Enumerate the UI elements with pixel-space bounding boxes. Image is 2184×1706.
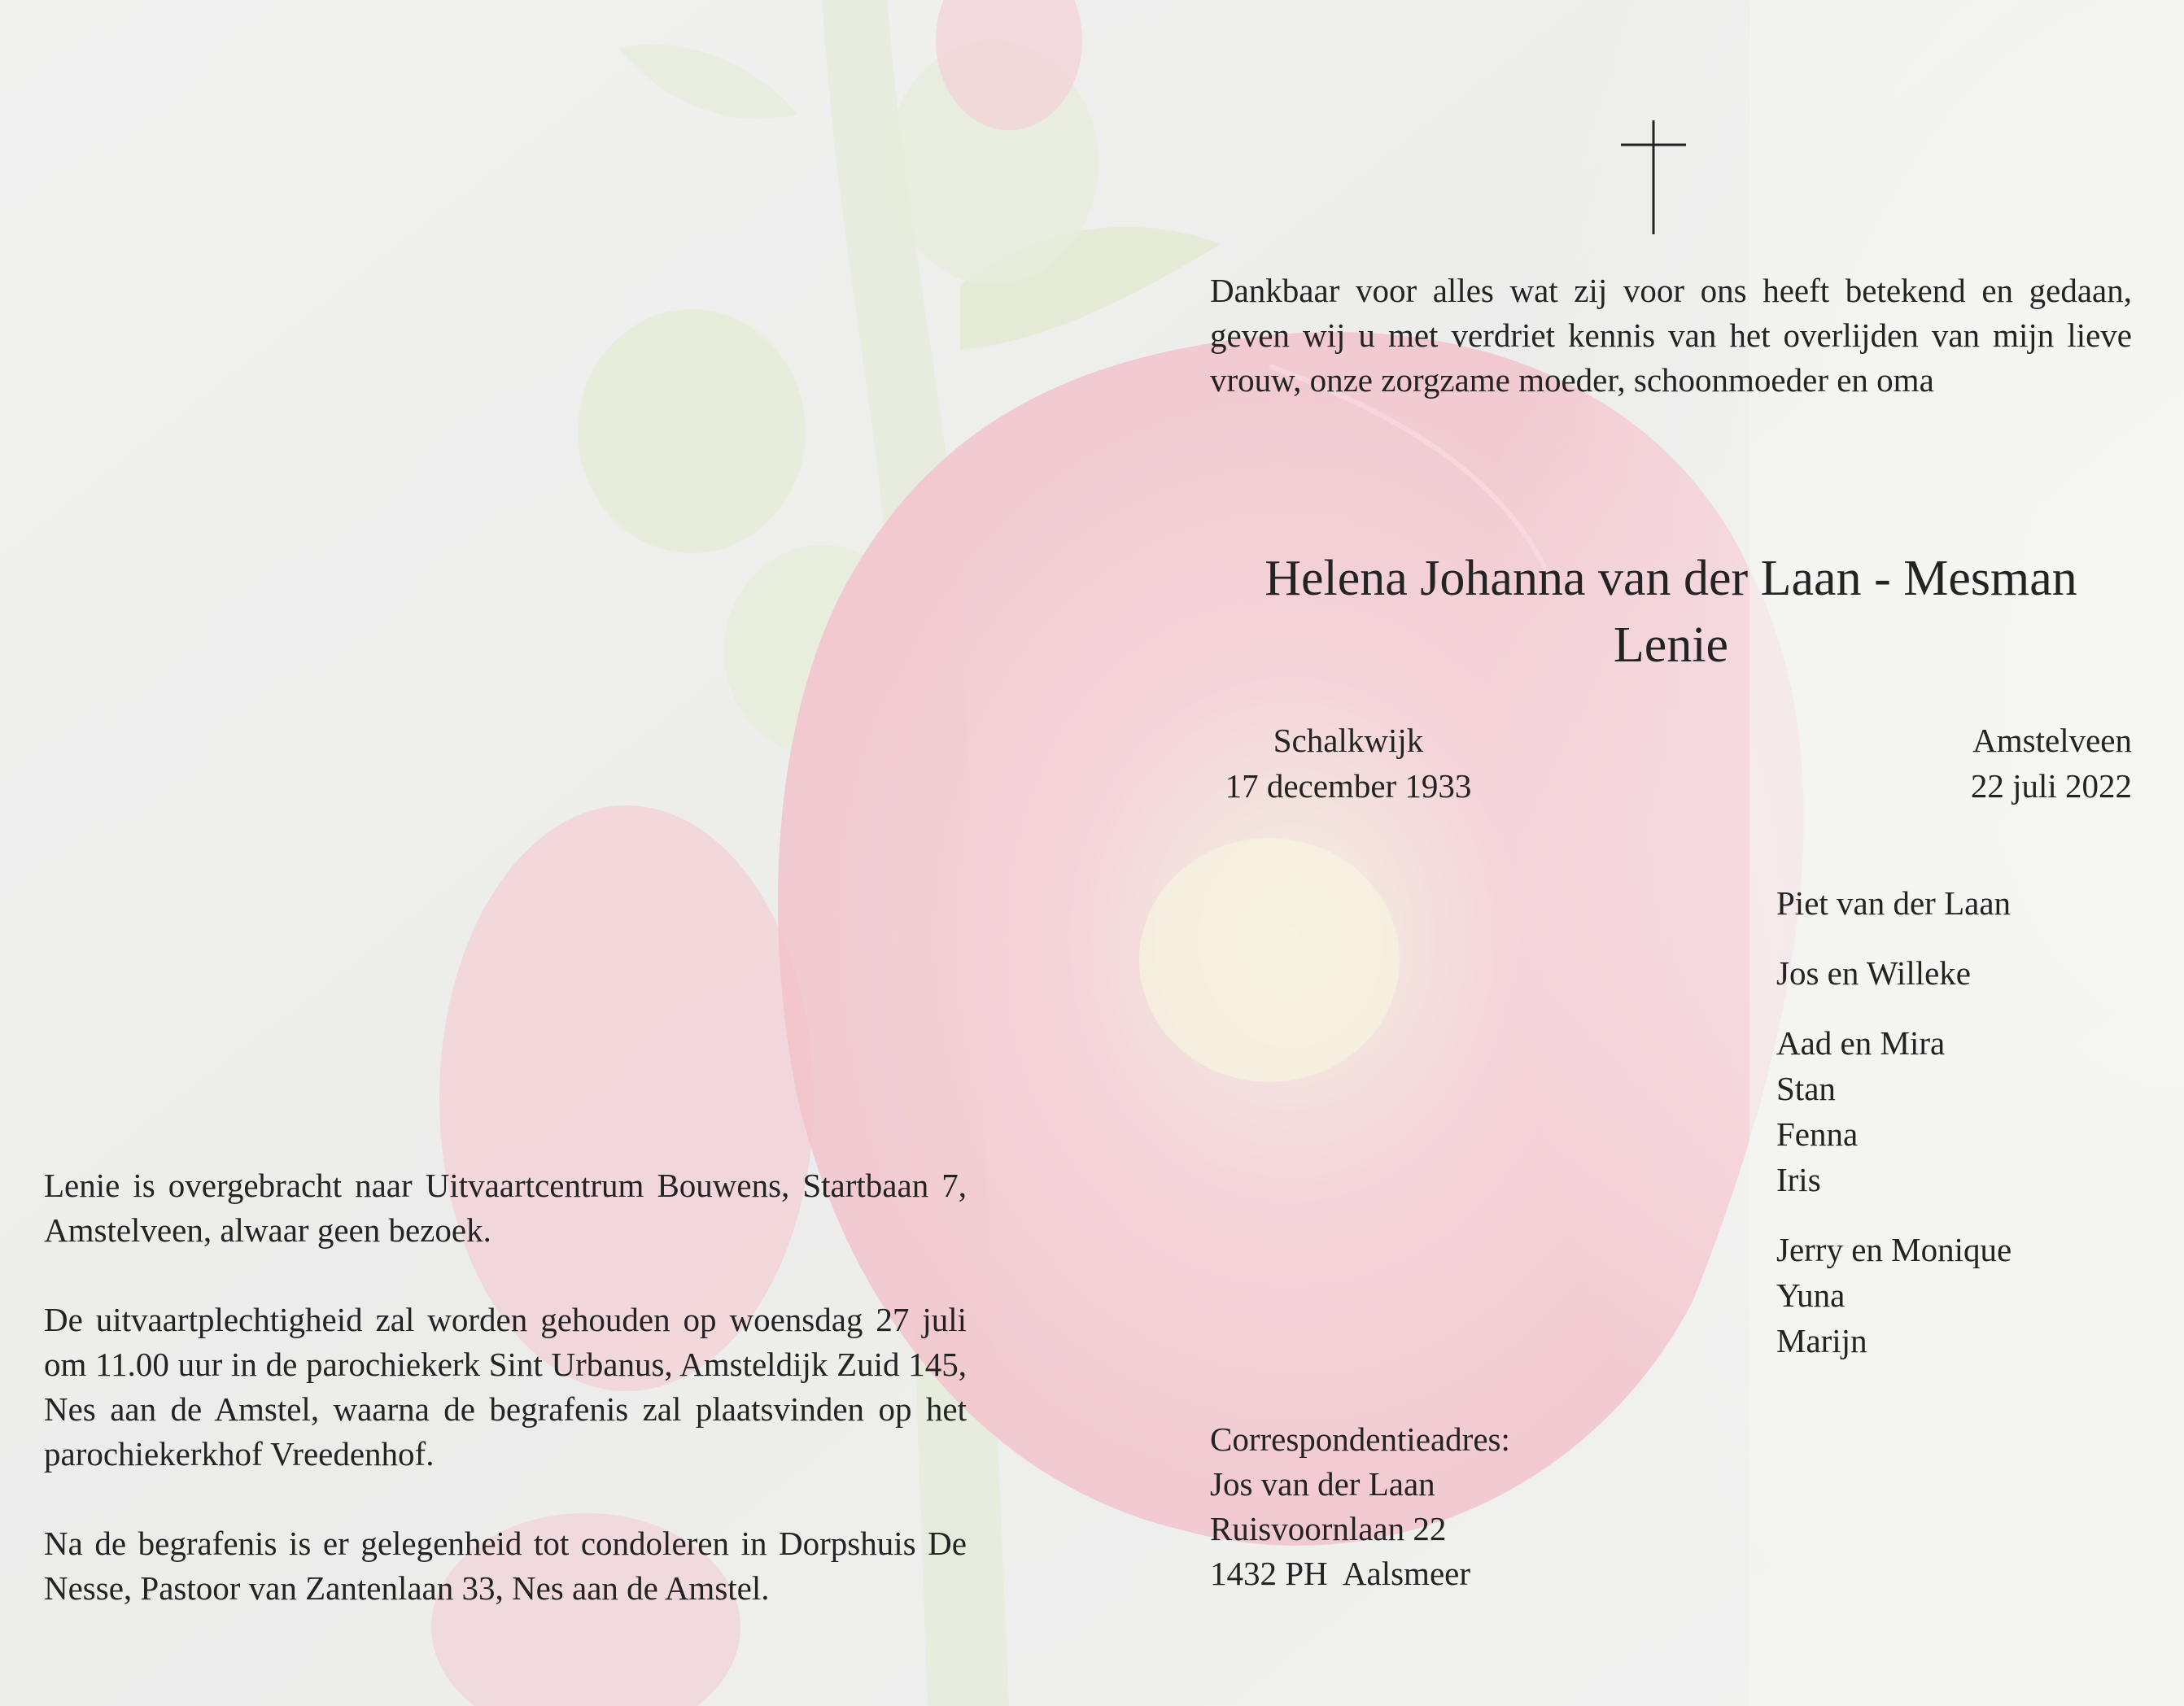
family-member: Jerry en Monique bbox=[1776, 1231, 2012, 1268]
deceased-full-name: Helena Johanna van der Laan - Mesman bbox=[1265, 551, 2077, 606]
death-info bbox=[1872, 718, 2132, 809]
death-date: 22 juli 2022 bbox=[1970, 767, 2132, 805]
address-city: 1432 PH Aalsmeer bbox=[1210, 1555, 1470, 1592]
intro-paragraph: Dankbaar voor alles wat zij voor ons heeft betekend en gedaan, geven wij u met verdriet kennis van het overlijden van mijn lieve vrouw, onze zorgzame moeder, schoonmoeder en oma bbox=[1210, 272, 2132, 399]
birth-place: Schalkwijk bbox=[1273, 722, 1424, 759]
family-member: Jos en Willeke bbox=[1776, 954, 1971, 992]
family-member: Piet van der Laan bbox=[1776, 884, 2011, 922]
family-member: Stan bbox=[1776, 1070, 1836, 1107]
address-label: Correspondentieadres: bbox=[1210, 1420, 1510, 1458]
family-member: Marijn bbox=[1776, 1322, 1867, 1359]
ceremony-paragraph: De uitvaartplechtigheid zal worden gehouden op woensdag 27 juli om 11.00 uur in de parochiekerk Sint Urbanus, Amsteldijk Zuid 145, Nes aan de Amstel, waarna de begrafenis zal plaatsvinden op het parochiekerkhof Vreedenhof. bbox=[44, 1301, 967, 1473]
cross-icon bbox=[1621, 120, 1694, 234]
family-group bbox=[1776, 1020, 2134, 1202]
condolence-paragraph: Na de begrafenis is er gelegenheid tot condoleren in Dorpshuis De Nesse, Pastoor van Zantenlaan 33, Nes aan de Amstel. bbox=[44, 1525, 967, 1607]
deceased-nickname: Lenie bbox=[1613, 617, 1729, 673]
family-member: Fenna bbox=[1776, 1115, 1859, 1153]
funeral-details bbox=[44, 1163, 967, 1656]
birth-info bbox=[1210, 718, 1487, 809]
family-member: Aad en Mira bbox=[1776, 1024, 1946, 1062]
death-place: Amstelveen bbox=[1972, 722, 2132, 759]
transfer-paragraph: Lenie is overgebracht naar Uitvaartcentrum Bouwens, Startbaan 7, Amstelveen, alwaar geen bezoek. bbox=[44, 1167, 967, 1249]
family-list bbox=[1776, 880, 2134, 1388]
family-group bbox=[1776, 1227, 2134, 1363]
family-member: Yuna bbox=[1776, 1276, 1845, 1314]
address-street: Ruisvoornlaan 22 bbox=[1210, 1510, 1447, 1547]
correspondence-address bbox=[1210, 1417, 1780, 1596]
family-member: Iris bbox=[1776, 1161, 1821, 1198]
family-group bbox=[1776, 880, 2134, 926]
deceased-name-block bbox=[1210, 545, 2132, 678]
address-name: Jos van der Laan bbox=[1210, 1465, 1435, 1503]
birth-date: 17 december 1933 bbox=[1225, 767, 1472, 805]
family-group bbox=[1776, 950, 2134, 996]
